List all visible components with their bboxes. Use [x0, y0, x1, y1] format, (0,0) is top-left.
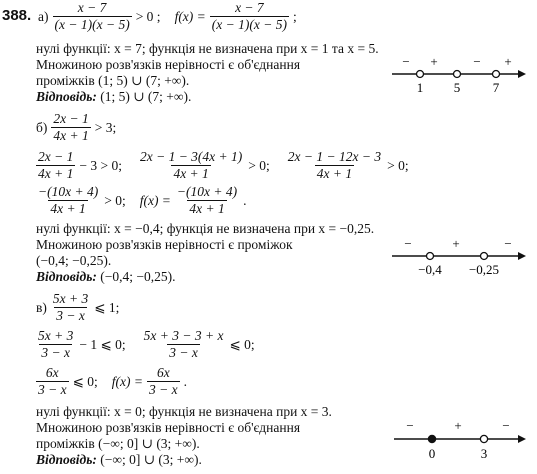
part-b-tick-neg025: −0,25 [468, 262, 500, 277]
part-b-open-point-neg025 [481, 253, 488, 260]
part-c-number-line [392, 418, 532, 462]
part-a-inequality: а) $\frac{x - 7}{(x - 1)(x - 5)}$ > 0 ; f(x) = $\frac{x - 7}{(x - 1)(x - 5)}$ ; [38, 0, 297, 32]
part-a-tick-7: 7 [492, 80, 500, 95]
part-a-zeros-line: нулі функції: x = 7; функція не визначена при x = 1 та x = 5. [36, 41, 379, 56]
part-a-number-line [390, 54, 530, 96]
part-c-step-2: $\frac{5x + 3 - 3 + x}{3 - x}$ [143, 328, 224, 360]
part-a-open-point-5 [454, 71, 461, 78]
part-c-solution-line: Множиною розв'язків нерівності є об'єднання [36, 420, 301, 435]
part-c-sign-3: − [502, 418, 510, 433]
part-b-steps-row: $\frac{2x - 1}{4x + 1}$ − 3 > 0; $\frac{2x - 1 - 3(4x + 1)}{4x + 1}$ > 0; $\frac{2x - 1 - 12x - 3}{4x + 1}$ > 0; [38, 149, 409, 181]
part-b-step-1: $\frac{2x - 1}{4x + 1}$ [38, 149, 74, 181]
part-a-sign-1: − [402, 54, 410, 69]
part-a-sign-2: + [430, 54, 438, 69]
part-a-function-fraction: $\frac{x - 7}{(x - 1)(x - 5)}$ [211, 0, 287, 32]
part-a-label: а) [38, 9, 49, 24]
part-b-inequality: б) $\frac{2x - 1}{4x + 1}$ > 3; [36, 111, 117, 143]
part-b-step-3: $\frac{2x - 1 - 12x - 3}{4x + 1}$ [287, 149, 382, 181]
part-b-interval-line: (−0,4; −0,25). [36, 253, 112, 268]
part-c-closed-point-0 [428, 435, 435, 442]
part-a-interval-line: проміжків (1; 5) ∪ (7; +∞). [36, 73, 190, 88]
part-a-tick-1: 1 [416, 80, 424, 95]
part-b-sign-1: − [404, 236, 412, 251]
part-c-function-row: $\frac{6x}{3 - x}$ ⩽ 0; f(x) = $\frac{6x}{3 - x}$ . [38, 365, 187, 397]
problem-number: 388. [2, 7, 32, 24]
part-c-sign-1: − [406, 418, 414, 433]
part-c-tick-3: 3 [480, 446, 488, 461]
part-c-function-fraction: $\frac{6x}{3 - x}$ [149, 365, 178, 397]
part-b-zeros-line: нулі функції: x = −0,4; функція не визначена при x = −0,25. [36, 221, 375, 236]
part-a-open-point-1 [417, 71, 424, 78]
part-a-answer: Відповідь: (1; 5) ∪ (7; +∞). [36, 89, 192, 104]
part-c-sign-2: + [454, 418, 462, 433]
part-c-step-1: $\frac{5x + 3}{3 - x}$ [38, 328, 74, 360]
part-c-interval-line: проміжків (−∞; 0] ∪ (3; +∞). [36, 436, 200, 451]
part-b-tick-neg04: −0,4 [418, 262, 442, 277]
part-a-sign-4: + [504, 54, 512, 69]
part-a-solution-line: Множиною розв'язків нерівності є об'єднання [36, 57, 301, 72]
part-a-open-point-7 [493, 71, 500, 78]
part-b-function-fraction: $\frac{-(10x + 4)}{4x + 1}$ [176, 184, 238, 216]
part-b-step-4: $\frac{-(10x + 4)}{4x + 1}$ [38, 184, 99, 216]
part-b-label: б) [36, 120, 48, 135]
part-c-steps-row: $\frac{5x + 3}{3 - x}$ − 1 ⩽ 0; $\frac{5x + 3 - 3 + x}{3 - x}$ ⩽ 0; [38, 328, 255, 360]
part-b-answer: Відповідь: (−0,4; −0,25). [36, 269, 176, 284]
part-c-zeros-line: нулі функції: x = 0; функція не визначена при x = 3. [36, 404, 332, 419]
part-c-label: в) [36, 300, 47, 315]
part-b-sign-2: + [452, 236, 460, 251]
part-c-step-3: $\frac{6x}{3 - x}$ [38, 365, 67, 397]
part-a-tick-5: 5 [453, 80, 461, 95]
part-c-tick-0: 0 [428, 446, 436, 461]
part-b-solution-line: Множиною розв'язків нерівності є проміжок [36, 237, 293, 252]
part-c-inequality: в) $\frac{5x + 3}{3 - x}$ ⩽ 1; [36, 291, 120, 323]
part-b-sign-3: − [504, 236, 512, 251]
part-c-open-point-3 [480, 435, 487, 442]
part-b-step-2: $\frac{2x - 1 - 3(4x + 1)}{4x + 1}$ [139, 149, 243, 181]
part-c-answer: Відповідь: (−∞; 0] ∪ (3; +∞). [36, 452, 202, 467]
part-a-ineq-fraction: $\frac{x - 7}{(x - 1)(x - 5)}$ [54, 0, 130, 32]
part-b-number-line [390, 236, 530, 278]
part-a-sign-3: − [473, 54, 481, 69]
part-b-open-point-neg04 [427, 253, 434, 260]
part-b-function-row: $\frac{-(10x + 4)}{4x + 1}$ > 0; f(x) = $\frac{-(10x + 4)}{4x + 1}$ . [38, 184, 247, 216]
